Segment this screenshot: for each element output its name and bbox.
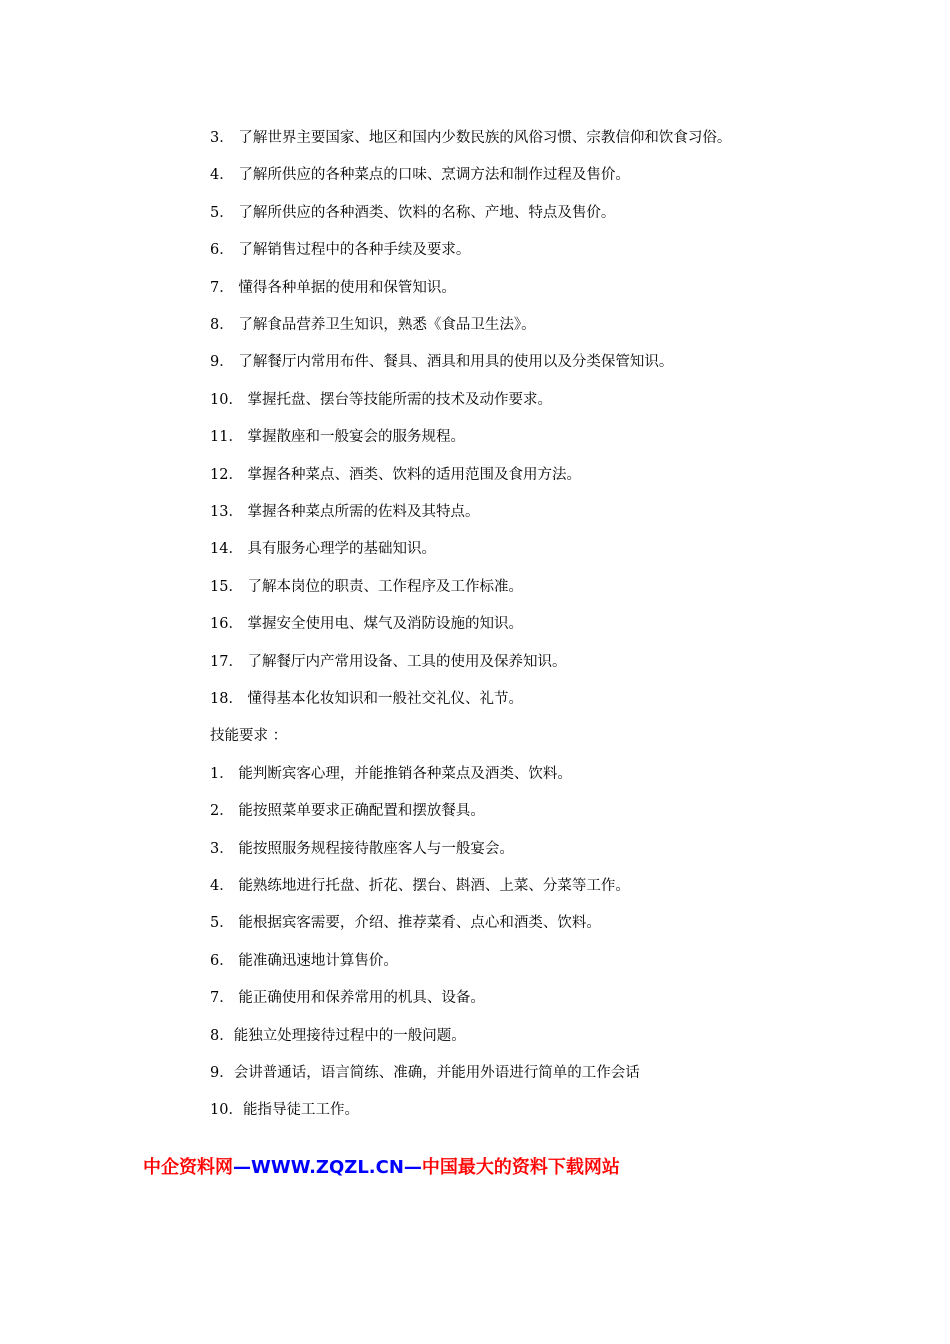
list-item: 13． 掌握各种菜点所需的佐料及其特点。: [210, 504, 480, 520]
footer-banner: [143, 1156, 620, 1180]
list-item: 8． 了解食品营养卫生知识，熟悉《食品卫生法》。: [210, 317, 536, 333]
list-item: 3． 能按照服务规程接待散座客人与一般宴会。: [210, 840, 514, 857]
list-item: 2． 能按照菜单要求正确配置和摆放餐具。: [210, 803, 485, 820]
list-item: 9． 了解餐厅内常用布件、餐具、酒具和用具的使用以及分类保管知识。: [210, 354, 674, 371]
list-item: 16． 掌握安全使用电、煤气及消防设施的知识。: [210, 616, 524, 633]
list-item: 5． 了解所供应的各种酒类、饮料的名称、产地、特点及售价。: [210, 204, 616, 221]
list-item: 4． 了解所供应的各种菜点的口味、烹调方法和制作过程及售价。: [210, 167, 630, 184]
list-item: 1． 能判断宾客心理，并能推销各种菜点及酒类、饮料。: [210, 765, 572, 782]
list-item: 4． 能熟练地进行托盘、折花、摆台、斟酒、上菜、分菜等工作。: [210, 878, 630, 894]
list-item: 7． 懂得各种单据的使用和保管知识。: [210, 279, 456, 296]
list-item: 7． 能正确使用和保养常用的机具、设备。: [210, 990, 485, 1007]
footer-url-link[interactable]: WWW.ZQZL.CN: [251, 1157, 404, 1178]
list-item: 14． 具有服务心理学的基础知识。: [210, 541, 437, 558]
list-item: 8．能独立处理接待过程中的一般问题。: [210, 1027, 466, 1044]
footer-dash: —: [233, 1157, 251, 1178]
list-item: 18． 懂得基本化妆知识和一般社交礼仪、礼节。: [210, 691, 524, 707]
skills-heading: 技能要求 ：: [210, 728, 288, 745]
footer-dash: —: [403, 1157, 422, 1178]
list-item: 10． 掌握托盘、摆台等技能所需的技术及动作要求。: [210, 391, 553, 408]
list-item: 3． 了解世界主要国家、地区和国内少数民族的风俗习惯、宗教信仰和饮食习俗。: [210, 130, 732, 146]
list-item: 15． 了解本岗位的职责、工作程序及工作标准。: [210, 578, 524, 595]
list-item: 11． 掌握散座和一般宴会的服务规程。: [210, 429, 466, 446]
footer-site-name: 中企资料网: [143, 1157, 233, 1178]
list-item: 10．能指导徒工工作。: [210, 1102, 359, 1119]
list-item: 9．会讲普通话，语言简练、准确，并能用外语进行简单的工作会话: [210, 1065, 640, 1081]
list-item: 6． 能准确迅速地计算售价。: [210, 952, 398, 969]
list-item: 6． 了解销售过程中的各种手续及要求。: [210, 242, 471, 259]
list-item: 17． 了解餐厅内产常用设备、工具的使用及保养知识。: [210, 653, 567, 670]
list-item: 12． 掌握各种菜点、酒类、饮料的适用范围及食用方法。: [210, 466, 582, 483]
footer-slogan: 中国最大的资料下载网站: [421, 1157, 620, 1178]
list-item: 5． 能根据宾客需要，介绍、推荐菜肴、点心和酒类、饮料。: [210, 915, 601, 932]
